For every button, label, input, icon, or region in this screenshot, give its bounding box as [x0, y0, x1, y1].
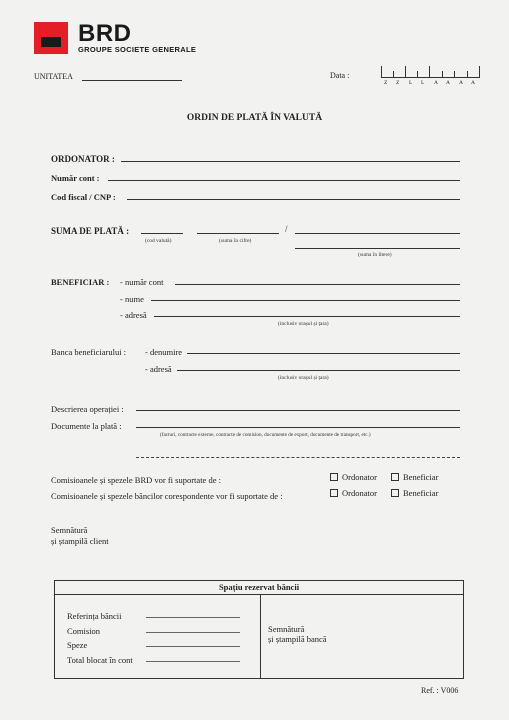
date-format-a2: A [446, 80, 450, 86]
bank-reserved-title: Spațiu rezervat băncii [55, 581, 463, 595]
brd-ordonator-checkbox[interactable] [330, 472, 377, 482]
comisioane-corespondente-label: Comisioanele și spezele băncilor corespondente vor fi suportate de : [51, 491, 283, 501]
cod-fiscal-field[interactable] [127, 199, 460, 200]
numar-cont-label: Număr cont : [51, 173, 100, 183]
beneficiar-adresa-hint: (inclusiv orașul și țara) [278, 321, 329, 327]
semnatura-client-line1: Semnătură [51, 525, 88, 535]
beneficiar-numar-cont-field[interactable] [175, 284, 460, 285]
comision-label: Comision [67, 626, 101, 636]
descriere-label: Descrierea operației : [51, 404, 124, 414]
cod-fiscal-label: Cod fiscal / CNP : [51, 192, 116, 202]
suma-litere-field-1[interactable] [295, 233, 460, 234]
beneficiar-numar-cont-label: - număr cont [120, 277, 164, 287]
date-format-l2: L [421, 80, 425, 86]
banca-adresa-label: - adresă [145, 364, 172, 374]
unitatea-label: UNITATEA [34, 72, 73, 81]
checkbox-icon [330, 489, 338, 497]
documente-field[interactable] [136, 427, 460, 428]
numar-cont-field[interactable] [108, 180, 460, 181]
beneficiar-nume-field[interactable] [151, 300, 460, 301]
date-format-l1: L [409, 80, 413, 86]
banca-adresa-hint: (inclusiv orașul și țara) [278, 375, 329, 381]
total-label: Total blocat în cont [67, 655, 133, 665]
documente-label: Documente la plată : [51, 421, 122, 431]
checkbox-icon [391, 473, 399, 481]
corespondente-beneficiar-checkbox[interactable] [391, 488, 438, 498]
suma-slash: / [285, 224, 288, 234]
comisioane-brd-label: Comisioanele și spezele BRD vor fi suportate de : [51, 475, 221, 485]
brd-logo-icon [34, 22, 68, 54]
date-format-a3: A [459, 80, 463, 86]
brand-tagline: GROUPE SOCIETE GENERALE [78, 45, 197, 54]
brand-name: BRD [78, 20, 132, 47]
speze-label: Speze [67, 640, 88, 650]
total-field[interactable] [146, 661, 240, 662]
option-label: Ordonator [342, 488, 377, 498]
option-label: Beneficiar [403, 488, 439, 498]
banca-denumire-label: - denumire [145, 347, 183, 357]
ordonator-label: ORDONATOR : [51, 154, 115, 164]
semnatura-banca-line1: Semnătură [268, 624, 305, 634]
speze-field[interactable] [146, 646, 240, 647]
documente-hint: (facturi, contracte externe, contracte de comision, documente de export, documente de transport, etc.) [160, 432, 371, 438]
corespondente-ordonator-checkbox[interactable] [330, 488, 377, 498]
suma-litere-hint: (suma în litere) [358, 252, 392, 258]
date-format-z2: Z [396, 80, 400, 86]
beneficiar-nume-label: - nume [120, 294, 144, 304]
ordonator-field[interactable] [121, 161, 460, 162]
cod-valuta-field[interactable] [141, 233, 183, 234]
data-label: Data : [330, 71, 350, 80]
date-field[interactable] [381, 67, 480, 78]
semnatura-banca-line2: și ștampilă bancă [268, 634, 327, 644]
beneficiar-label: BENEFICIAR : [51, 277, 110, 287]
suma-label: SUMA DE PLATĂ : [51, 226, 130, 236]
documente-field-2[interactable] [136, 457, 460, 458]
suma-cifre-hint: (suma în cifre) [219, 238, 252, 244]
banca-denumire-field[interactable] [187, 353, 460, 354]
option-label: Beneficiar [403, 472, 439, 482]
page-title: ORDIN DE PLATĂ ÎN VALUTĂ [186, 113, 323, 123]
unitatea-field[interactable] [82, 80, 182, 81]
date-format-z1: Z [384, 80, 388, 86]
referinta-label: Referința băncii [67, 611, 122, 621]
form-reference: Ref. : V006 [421, 686, 459, 695]
bank-reserved-divider [260, 594, 261, 678]
brd-beneficiar-checkbox[interactable] [391, 472, 438, 482]
descriere-field[interactable] [136, 410, 460, 411]
referinta-field[interactable] [146, 617, 240, 618]
comision-field[interactable] [146, 632, 240, 633]
date-format-a4: A [471, 80, 475, 86]
suma-cifre-field[interactable] [197, 233, 279, 234]
option-label: Ordonator [342, 472, 377, 482]
banca-label: Banca beneficiarului : [51, 347, 127, 357]
semnatura-client-line2: și ștampilă client [51, 536, 109, 546]
banca-adresa-field[interactable] [177, 370, 460, 371]
suma-litere-field-2[interactable] [295, 248, 460, 249]
cod-valuta-hint: (cod valută) [145, 238, 172, 244]
checkbox-icon [391, 489, 399, 497]
checkbox-icon [330, 473, 338, 481]
beneficiar-adresa-field[interactable] [154, 316, 460, 317]
date-format-a1: A [434, 80, 438, 86]
beneficiar-adresa-label: - adresă [120, 310, 147, 320]
